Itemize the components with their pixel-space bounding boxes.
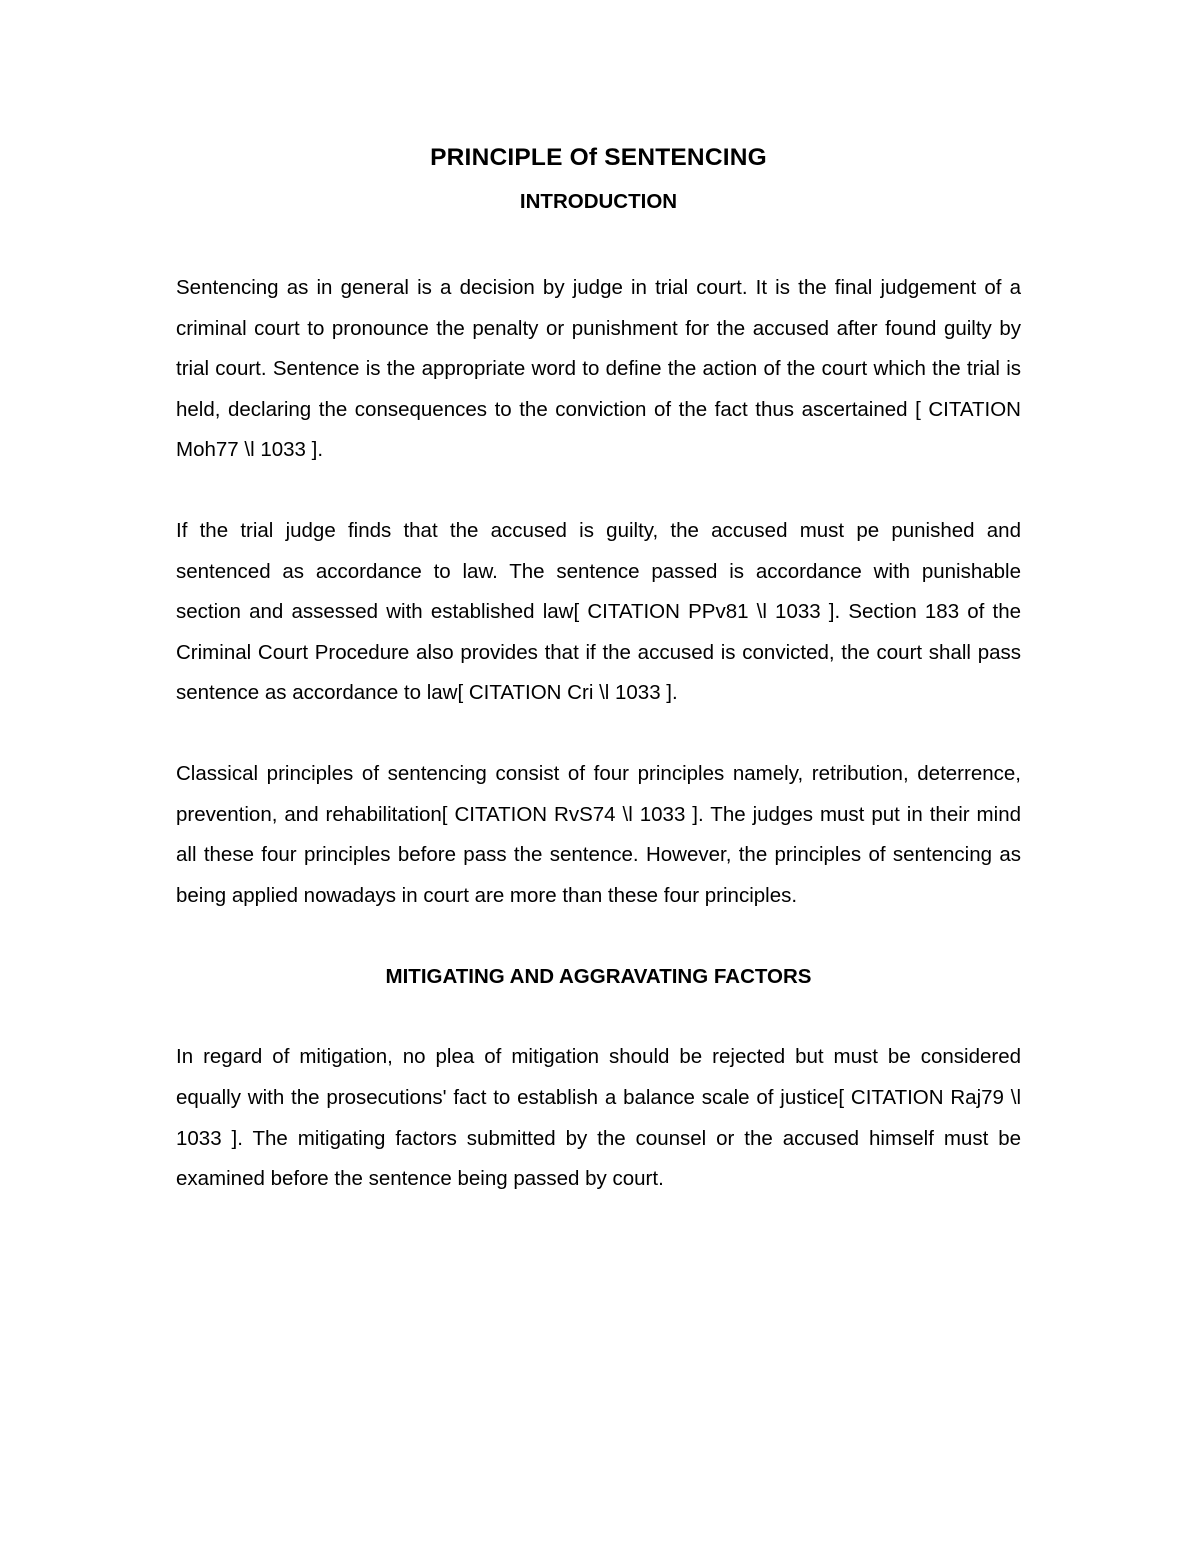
introduction-heading: INTRODUCTION [519,190,678,213]
intro-paragraph-1: Sentencing as in general is a decision by judge in trial court. It is the final judgement of a criminal court to pronounce the penalty or punishment for the accused after found guilty by trial court. Sentence is the appropriate word to define the action of the court which the trial is held, declaring the consequences to the conviction of the fact thus ascertained [ CITATION Moh77 \l 1033 ]. [176,276,1021,462]
document-title: PRINCIPLE Of SENTENCING [430,144,767,171]
document-body [176,138,1021,1200]
mitigating-section-heading: MITIGATING AND AGGRAVATING FACTORS [385,965,812,989]
intro-paragraph-2: If the trial judge finds that the accused is guilty, the accused must pe punished and sentenced as accordance to law. The sentence passed is accordance with punishable section and assessed with established law[ CITATION PPv81 \l 1033 ]. Section 183 of the Criminal Court Procedure also provides that if the accused is convicted, the court shall pass sentence as accordance to law[ CITATION Cri \l 1033 ]. [176,518,1021,705]
mitigating-paragraph-1: In regard of mitigation, no plea of mitigation should be rejected but must be considered equally with the prosecutions' fact to establish a balance scale of justice[ CITATION Raj79 \l 1033 ]. The mitigating factors submitted by the counsel or the accused himself must be examined before the sentence being passed by court. [176,1045,1021,1191]
intro-paragraph-3: Classical principles of sentencing consist of four principles namely, retribution, deterrence, prevention, and rehabilitation[ CITATION RvS74 \l 1033 ]. The judges must put in their mind all these four principles before pass the sentence. However, the principles of sentencing as being applied nowadays in court are more than these four principles. [176,761,1021,907]
